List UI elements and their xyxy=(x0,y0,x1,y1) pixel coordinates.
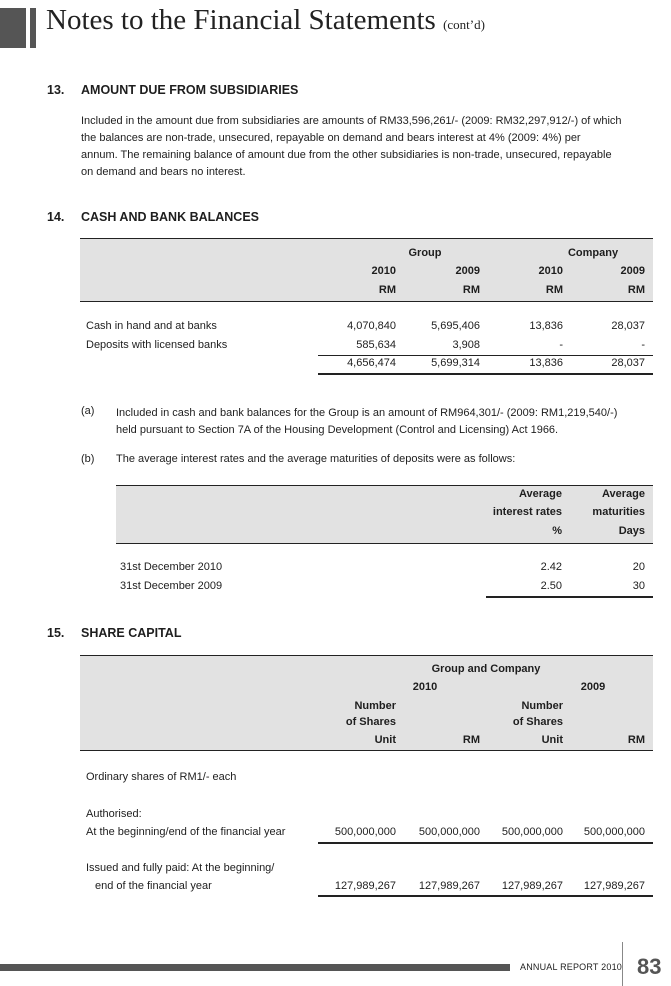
page-title xyxy=(46,4,485,37)
year-2009-header: 2009 xyxy=(580,681,606,693)
note-b-text: The average interest rates and the average maturities of deposits were as follows: xyxy=(116,453,516,465)
group-company-header: Group and Company xyxy=(431,663,541,675)
row-label: 31st December 2010 xyxy=(120,561,223,573)
note13-line: on demand and bears no interest. xyxy=(81,166,246,178)
footer-bar xyxy=(0,964,510,971)
cell: 3,908 xyxy=(452,339,480,351)
year-col: 2009 xyxy=(620,265,645,277)
note13-number: 13. xyxy=(47,83,65,97)
authorised-rule xyxy=(318,842,653,844)
rates-col-header: interest rates xyxy=(492,506,562,518)
cell: 30 xyxy=(632,580,645,592)
cell: 2.50 xyxy=(540,580,562,592)
row-label: At the beginning/end of the financial year xyxy=(86,826,286,838)
note15-title: SHARE CAPITAL xyxy=(81,626,182,640)
cell: 500,000,000 xyxy=(501,826,563,838)
cell: 5,695,406 xyxy=(431,320,480,332)
footer-divider xyxy=(622,942,623,986)
maturity-col-header: Days xyxy=(618,525,645,537)
shares-header: Unit xyxy=(541,734,563,746)
ordinary-shares-label: Ordinary shares of RM1/- each xyxy=(86,771,237,783)
rm-header: RM xyxy=(462,734,480,746)
cell: 500,000,000 xyxy=(334,826,396,838)
total-cell: 5,699,314 xyxy=(431,357,480,369)
maturity-col-header: maturities xyxy=(592,506,645,518)
note14-number: 14. xyxy=(47,210,65,224)
note14-title: CASH AND BANK BALANCES xyxy=(81,210,260,224)
unit-col: RM xyxy=(545,284,563,296)
page-number: 83 xyxy=(637,954,662,979)
year-col: 2010 xyxy=(371,265,396,277)
shares-header: Number xyxy=(521,700,563,712)
cell: 585,634 xyxy=(356,339,396,351)
note-b-marker: (b) xyxy=(81,453,95,465)
table-header-rule xyxy=(80,301,653,302)
cell: - xyxy=(641,339,645,351)
footer-report-label: ANNUAL REPORT 2010 xyxy=(520,962,622,972)
unit-col: RM xyxy=(627,284,645,296)
note13-paragraph xyxy=(81,113,653,181)
issued-label-cont: end of the financial year xyxy=(95,880,212,892)
rates-col-header: Average xyxy=(518,488,562,500)
cell: - xyxy=(559,339,563,351)
note-a-line: Included in cash and bank balances for the Group is an amount of RM964,301/- (2009: RM1,219,540/-) xyxy=(116,407,618,419)
total-cell: 13,836 xyxy=(529,357,563,369)
issued-rule xyxy=(318,895,653,897)
cell: 2.42 xyxy=(540,561,562,573)
subtotal-rule xyxy=(318,355,653,356)
note-a-text xyxy=(116,405,617,439)
note13-line: Included in the amount due from subsidiaries are amounts of RM33,596,261/- (2009: RM32,297,912/-) of which xyxy=(81,115,622,127)
note13-line: annum. The remaining balance of amount due from the other subsidiaries is non-trade, unsecured, repayable xyxy=(81,149,612,161)
shares-header: Unit xyxy=(374,734,396,746)
header-accent-bar-thin xyxy=(30,8,36,48)
shares-header: of Shares xyxy=(345,716,396,728)
year-col: 2009 xyxy=(455,265,480,277)
total-cell: 28,037 xyxy=(611,357,645,369)
note13-title: AMOUNT DUE FROM SUBSIDIARIES xyxy=(81,83,299,97)
note-a-line: held pursuant to Section 7A of the Housing Development (Control and Licensing) Act 1966. xyxy=(116,424,559,436)
row-label: Cash in hand and at banks xyxy=(86,320,217,332)
note-a-marker: (a) xyxy=(81,405,95,417)
authorised-label: Authorised: xyxy=(86,808,142,820)
total-rule xyxy=(318,373,653,375)
group-header: Group xyxy=(408,247,442,259)
cell: 127,989,267 xyxy=(334,880,396,892)
shares-header: Number xyxy=(354,700,396,712)
note15-number: 15. xyxy=(47,626,65,640)
row-label: Deposits with licensed banks xyxy=(86,339,228,351)
rm-header: RM xyxy=(627,734,645,746)
rates-total-rule xyxy=(486,596,653,598)
cell: 13,836 xyxy=(529,320,563,332)
maturity-col-header: Average xyxy=(601,488,645,500)
rates-table-header-rule xyxy=(116,543,653,544)
cell: 20 xyxy=(632,561,645,573)
unit-col: RM xyxy=(378,284,396,296)
cell: 4,070,840 xyxy=(347,320,396,332)
unit-col: RM xyxy=(462,284,480,296)
cell: 127,989,267 xyxy=(501,880,563,892)
year-2010-header: 2010 xyxy=(412,681,438,693)
year-col: 2010 xyxy=(538,265,563,277)
company-header: Company xyxy=(567,247,619,259)
cell: 28,037 xyxy=(611,320,645,332)
cell: 127,989,267 xyxy=(583,880,645,892)
page-title-suffix: (cont’d) xyxy=(443,17,485,32)
note13-line: the balances are non-trade, unsecured, repayable on demand and bears interest at 4% (2009: 4%) per xyxy=(81,132,581,144)
cell: 500,000,000 xyxy=(418,826,480,838)
page-title-text: Notes to the Financial Statements xyxy=(46,4,436,36)
share-table-header-rule xyxy=(80,750,653,751)
header-accent-bar xyxy=(0,8,26,48)
rates-col-header: % xyxy=(552,525,562,537)
row-label: 31st December 2009 xyxy=(120,580,223,592)
cell: 127,989,267 xyxy=(418,880,480,892)
total-cell: 4,656,474 xyxy=(347,357,396,369)
cell: 500,000,000 xyxy=(583,826,645,838)
issued-label: Issued and fully paid: At the beginning/ xyxy=(86,862,275,874)
shares-header: of Shares xyxy=(512,716,563,728)
